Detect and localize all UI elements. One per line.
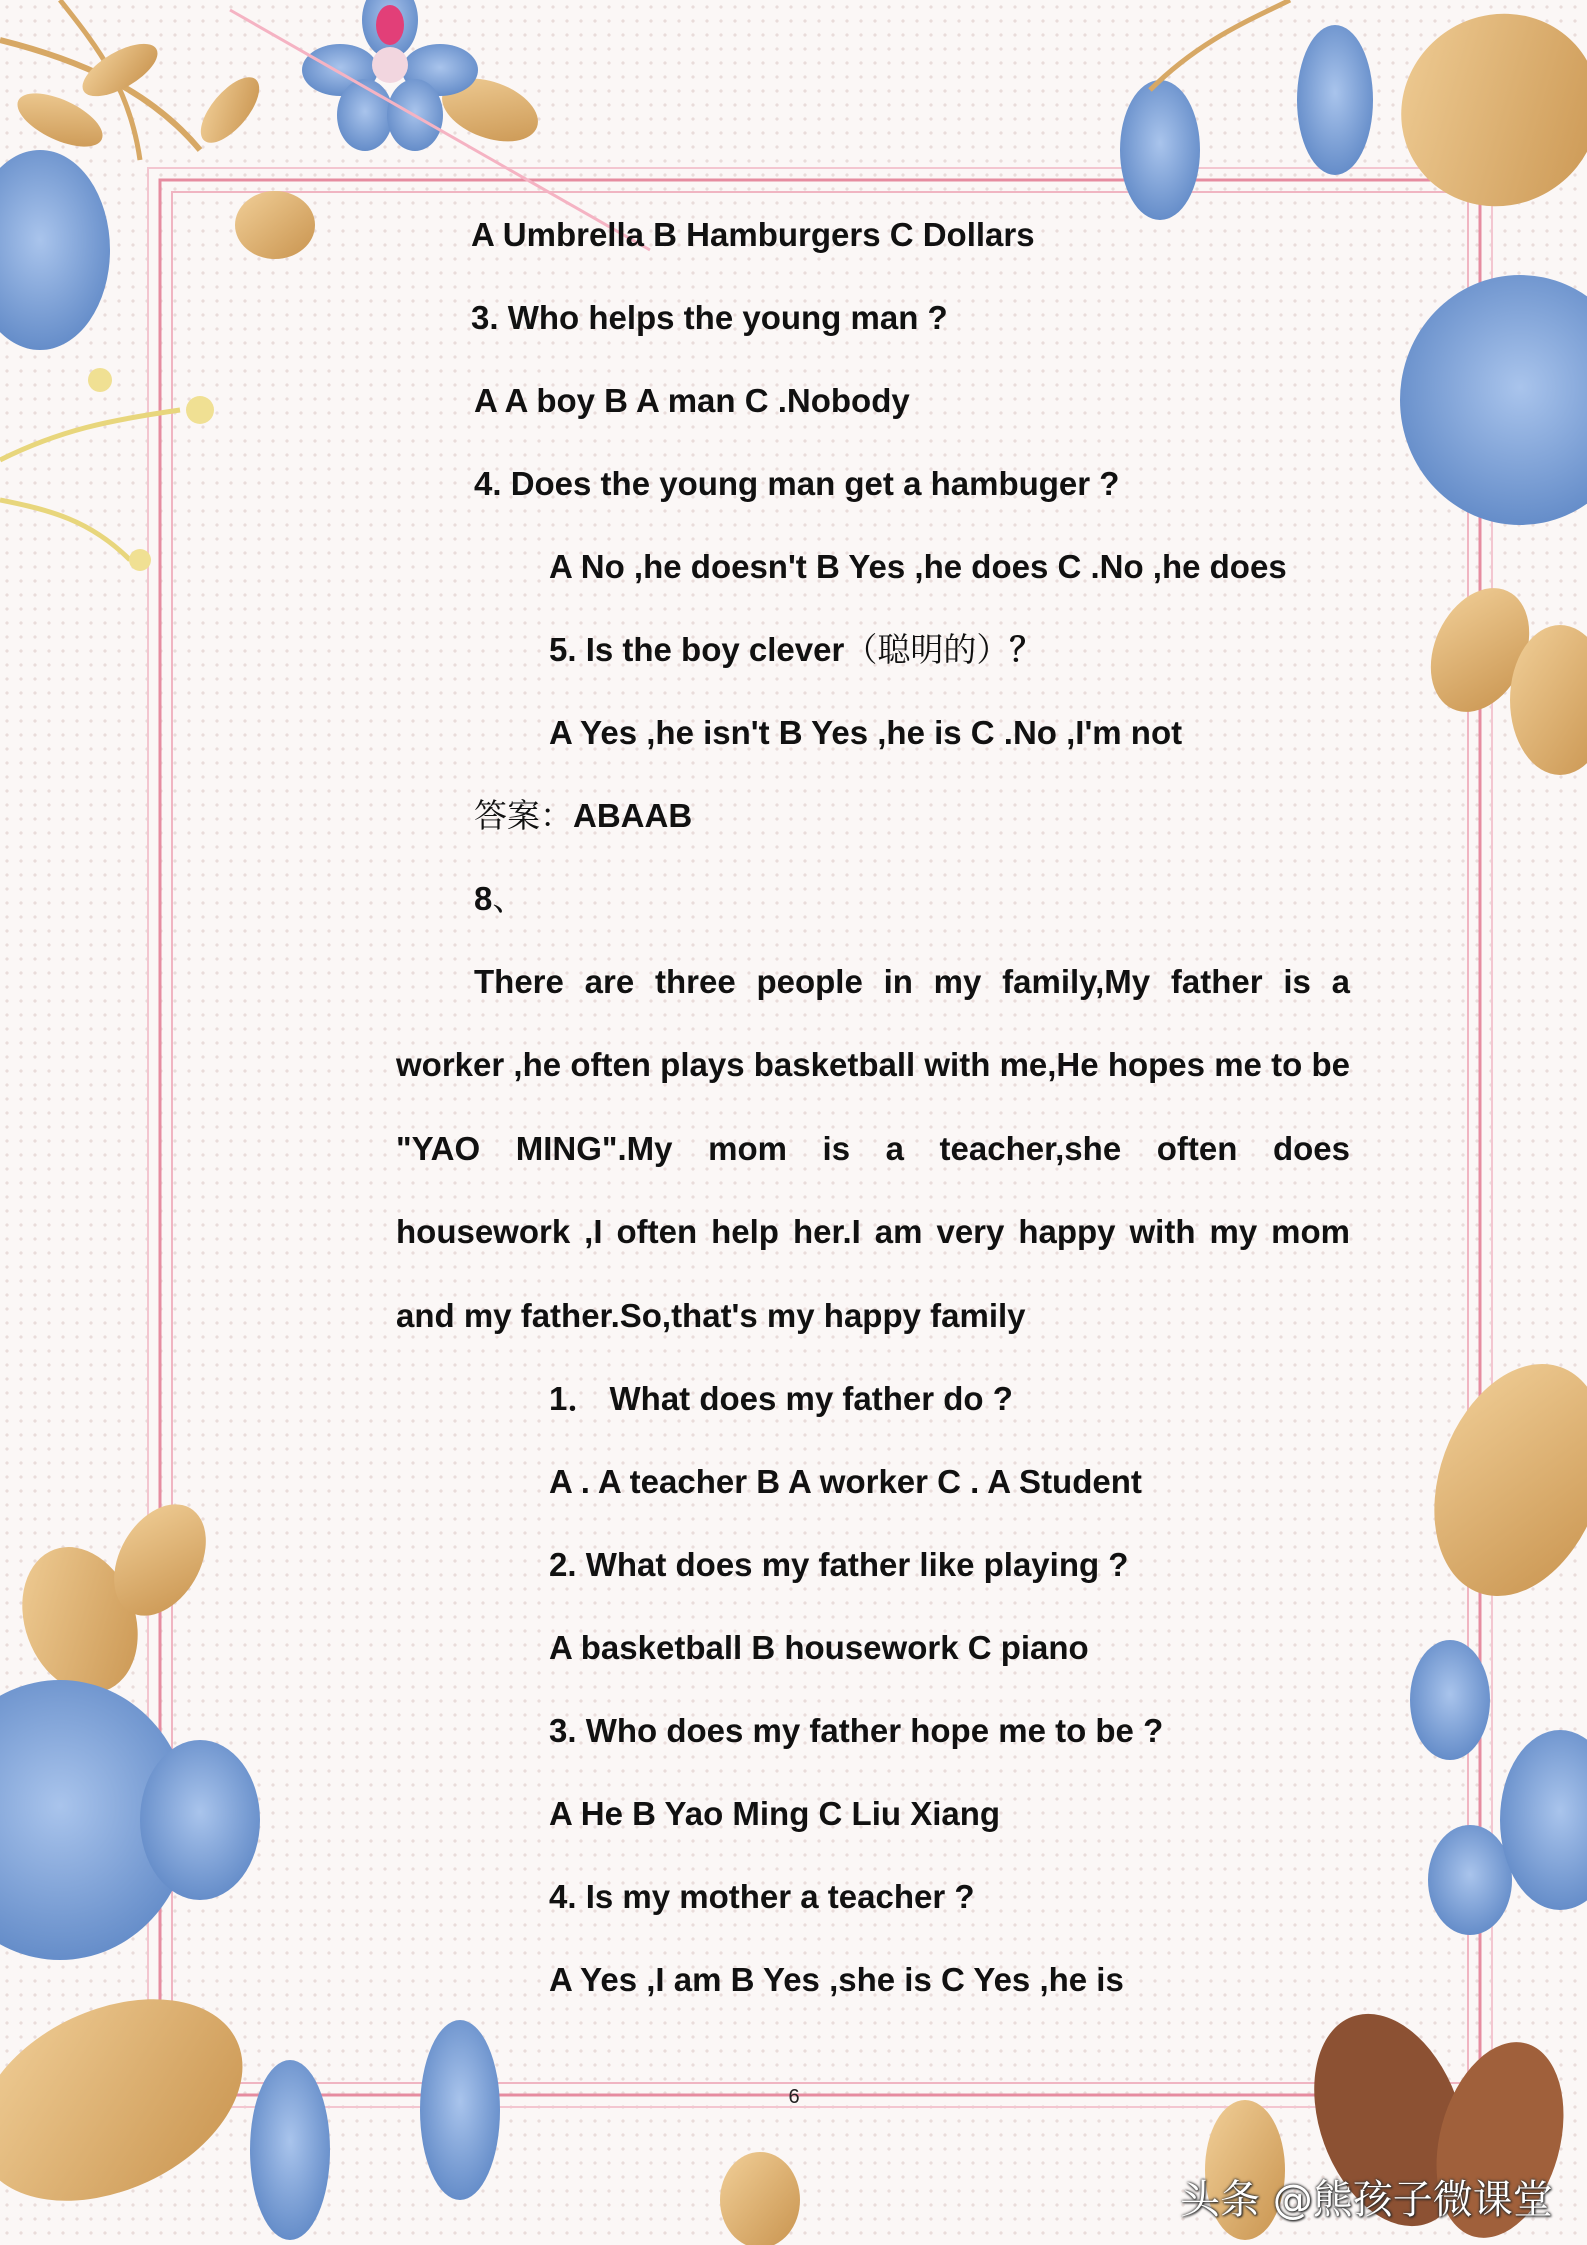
section-mark: 、 [492,879,526,918]
q3-options: A A boy B A man C .Nobody [474,382,910,419]
top-right-flowers [1120,0,1587,775]
s8-q1-options: A . A teacher B A worker C . A Student [549,1463,1142,1500]
section-heading [474,879,525,919]
passage-line: "YAO MING".My mom is a teacher,she often does [396,1129,1350,1167]
question-5-chinese: （聪明的） [844,630,1010,669]
question-3: 3. Who helps the young man ? [471,299,948,336]
passage-line: There are three people in my family,My father is a [474,963,1350,1000]
answer-line [474,796,692,836]
question-5 [549,630,1042,670]
watermark: 头条 @熊孩子微课堂 [1180,2177,1553,2223]
question-4: 4. Does the young man get a hambuger ? [474,465,1120,502]
passage-line: and my father.So,that's my happy family [396,1296,1026,1334]
page-number: 6 [788,2086,800,2108]
passage-line: worker ,he often plays basketball with me,He hopes me to be [396,1046,1350,1084]
s8-q4-options: A Yes ,I am B Yes ,she is C Yes ,he is [549,1961,1124,1998]
s8-question-3: 3. Who does my father hope me to be ? [549,1712,1164,1749]
q5-options: A Yes ,he isn't B Yes ,he is C .No ,I'm not [549,714,1183,751]
s8-question-2: 2. What does my father like playing ? [549,1546,1129,1583]
reading-passage [396,962,1350,1379]
passage-line: housework ,I often help her.I am very happy with my mom [396,1213,1350,1251]
question-5-mark: ？ [1009,631,1043,668]
bottom-right-flowers [1205,1340,1587,2245]
answer-value: ABAAB [573,797,693,834]
s8-question-1: 1． What does my father do ? [549,1380,1013,1417]
s8-q2-options: A basketball B housework C piano [549,1629,1089,1666]
answer-label: 答案： [474,796,573,835]
question-5-english: 5. Is the boy clever [549,631,845,668]
s8-q3-options: A He B Yao Ming C Liu Xiang [549,1795,1001,1832]
q4-options: A No ,he doesn't B Yes ,he does C .No ,he does [549,548,1287,585]
section-number: 8 [474,880,493,917]
bottom-left-flowers [0,1488,800,2245]
s8-question-4: 4. Is my mother a teacher ? [549,1878,975,1915]
q2-options: A Umbrella B Hamburgers C Dollars [471,216,1035,253]
